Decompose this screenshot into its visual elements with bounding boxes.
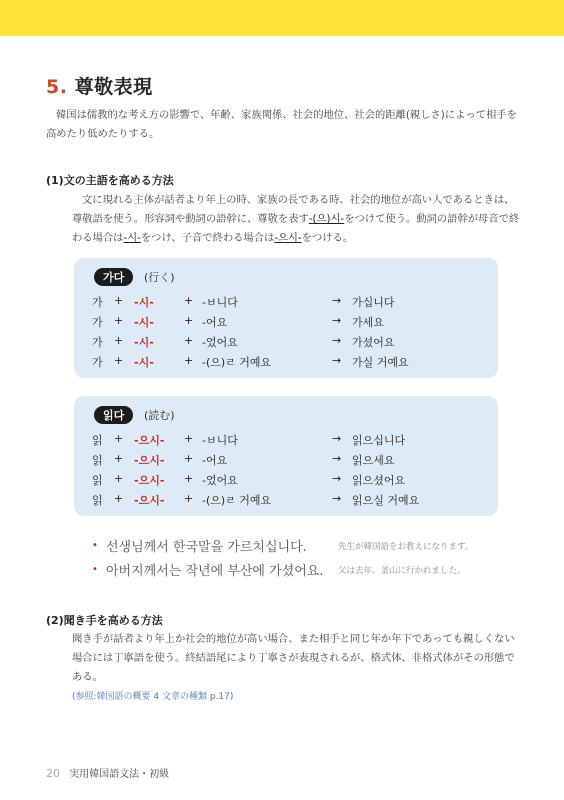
page-number: 20 (46, 767, 60, 780)
para-text-c: をつけ、子音で終わる場合は (140, 232, 275, 244)
conjugation-row (92, 334, 492, 354)
conjugation-row (92, 294, 492, 314)
subsection-1-heading: (1)文の主語を高める方法 (46, 174, 174, 187)
stem: 읽 (92, 454, 103, 467)
para-text-b: をつけて使う。動詞の語幹が母音で終わる場合は (72, 213, 520, 244)
ending: -(으)ㄹ 거예요 (202, 494, 272, 507)
ending: -었어요 (202, 336, 238, 349)
top-color-bar (0, 0, 564, 36)
subsection-2-heading: (2)聞き手を高める方法 (46, 614, 163, 627)
conjugation-row (92, 354, 492, 374)
ending: -었어요 (202, 474, 238, 487)
arrow: → (332, 354, 342, 367)
para-text-d: をつける。 (301, 232, 354, 244)
honorific-infix: -으시- (134, 474, 165, 487)
plus-sign: + (114, 354, 124, 367)
marker-honorific: -(으)시- (308, 213, 345, 225)
honorific-infix: -으시- (134, 494, 165, 507)
conjugation-box-gada (74, 258, 498, 378)
conjugation-box-ikda (74, 396, 498, 516)
plus-sign: + (114, 472, 124, 485)
plus-sign: + (184, 472, 194, 485)
result: 가실 거예요 (352, 356, 409, 369)
ending: -ㅂ니다 (202, 296, 238, 309)
plus-sign: + (114, 492, 124, 505)
section-title-text: 尊敬表現 (74, 76, 153, 98)
arrow: → (332, 314, 342, 327)
korean-sentence: 선생님께서 한국말을 가르치십니다. (106, 540, 307, 555)
honorific-infix: -으시- (134, 434, 165, 447)
plus-sign: + (114, 294, 124, 307)
verb-tag: 읽다 (94, 406, 133, 424)
book-title: 実用韓国語文法・初級 (69, 769, 170, 780)
result: 읽으세요 (352, 454, 395, 467)
section-title (46, 72, 153, 99)
section-number: 5. (46, 76, 68, 98)
conjugation-row (92, 314, 492, 334)
stem: 읽 (92, 494, 103, 507)
verb-gloss: (行く) (144, 271, 175, 284)
stem: 가 (92, 316, 103, 329)
plus-sign: + (184, 354, 194, 367)
intro-paragraph: 韓国は儒教的な考え方の影響で、年齢、家族関係、社会的地位、社会的距離(親しさ)によって相手を高めたり低めたりする。 (46, 109, 517, 140)
honorific-infix: -시- (134, 296, 154, 309)
japanese-translation: 父は去年、釜山に行かれました。 (338, 566, 466, 576)
para-text-a: 文に現れる主体が話者より年上の時、家族の長である時、社会的地位が高い人であるときは、尊敬語を使う。形容詞や動詞の語幹に、尊敬を表す (72, 194, 515, 225)
subsection-2-text: 聞き手が話者より年上か社会的地位が高い場合、また相手と同じ年か年下であっても親しくない場合には丁寧語を使う。終結語尾により丁寧さが表現されるが、格式体、非格式体がその形態である。 (72, 633, 515, 683)
honorific-infix: -으시- (134, 454, 165, 467)
honorific-infix: -시- (134, 356, 154, 369)
stem: 읽 (92, 474, 103, 487)
japanese-translation: 先生が韓国語をお教えになります。 (338, 542, 474, 552)
arrow: → (332, 452, 342, 465)
page-footer (46, 765, 169, 780)
conjugation-row (92, 452, 492, 472)
marker-eusi: -으시- (274, 232, 302, 244)
ending: -(으)ㄹ 거예요 (202, 356, 272, 369)
bullet-icon: • (92, 540, 98, 551)
plus-sign: + (114, 432, 124, 445)
arrow: → (332, 432, 342, 445)
ending: -어요 (202, 316, 228, 329)
result: 읽으십니다 (352, 434, 406, 447)
stem: 가 (92, 336, 103, 349)
stem: 가 (92, 356, 103, 369)
plus-sign: + (114, 314, 124, 327)
result: 가십니다 (352, 296, 395, 309)
subsection-2-paragraph (72, 630, 524, 707)
arrow: → (332, 334, 342, 347)
result: 읽으실 거예요 (352, 494, 420, 507)
plus-sign: + (184, 294, 194, 307)
plus-sign: + (184, 432, 194, 445)
stem: 읽 (92, 434, 103, 447)
plus-sign: + (114, 334, 124, 347)
reference-link[interactable]: (参照:韓国語の概要 4 文章の種類 p.17) (72, 692, 234, 702)
plus-sign: + (184, 452, 194, 465)
result: 읽으셨어요 (352, 474, 406, 487)
arrow: → (332, 472, 342, 485)
plus-sign: + (114, 452, 124, 465)
honorific-infix: -시- (134, 316, 154, 329)
example-sentence (92, 560, 532, 582)
ending: -어요 (202, 454, 228, 467)
result: 가세요 (352, 316, 384, 329)
plus-sign: + (184, 314, 194, 327)
bullet-icon: • (92, 564, 98, 575)
result: 가셨어요 (352, 336, 395, 349)
verb-gloss: (読む) (144, 409, 175, 422)
arrow: → (332, 492, 342, 505)
plus-sign: + (184, 334, 194, 347)
stem: 가 (92, 296, 103, 309)
ending: -ㅂ니다 (202, 434, 238, 447)
arrow: → (332, 294, 342, 307)
conjugation-row (92, 472, 492, 492)
subsection-1-paragraph (72, 191, 524, 248)
marker-si: -시- (123, 232, 141, 244)
korean-sentence: 아버지께서는 작년에 부산에 가셨어요. (106, 564, 324, 579)
conjugation-row (92, 492, 492, 512)
example-sentence (92, 536, 532, 558)
plus-sign: + (184, 492, 194, 505)
honorific-infix: -시- (134, 336, 154, 349)
verb-tag: 가다 (94, 268, 133, 286)
conjugation-row (92, 432, 492, 452)
